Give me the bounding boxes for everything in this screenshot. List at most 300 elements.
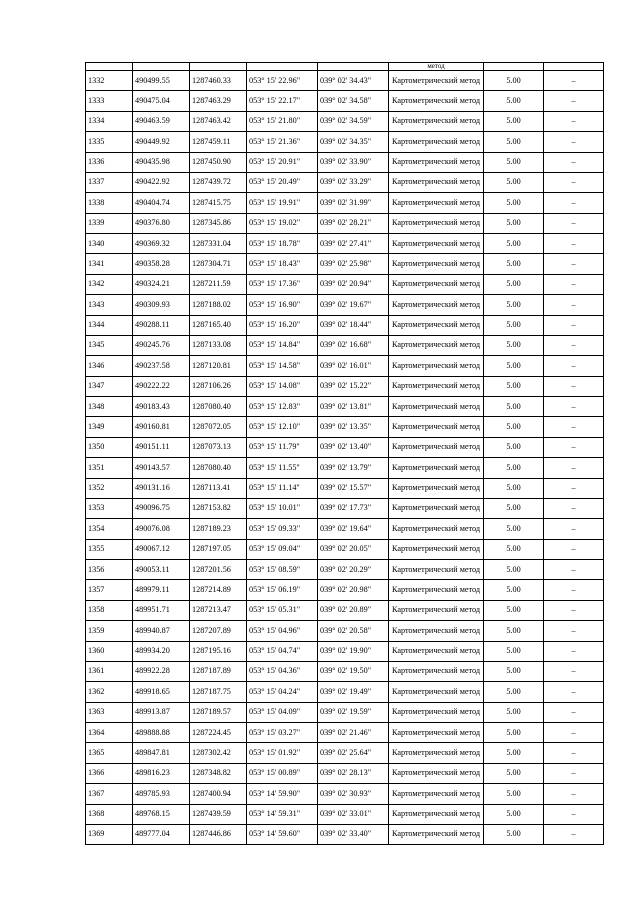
cell-note: – — [544, 111, 604, 131]
cell-point-number: 1356 — [86, 560, 133, 580]
cell-latitude: 053° 15' 11.79" — [247, 437, 318, 457]
cell-point-number: 1367 — [86, 784, 133, 804]
cell-y-coordinate: 1287207.89 — [190, 621, 247, 641]
cell-latitude: 053° 15' 04.36" — [247, 661, 318, 681]
cell-accuracy: 5.00 — [484, 702, 544, 722]
cell-accuracy: 5.00 — [484, 539, 544, 559]
cell-method: Картометрический метод — [389, 560, 484, 580]
cell-method: Картометрический метод — [389, 682, 484, 702]
cell-method: Картометрический метод — [389, 254, 484, 274]
table-row — [86, 213, 604, 233]
cell-y-coordinate: 1287439.72 — [190, 172, 247, 192]
cell-point-number: 1340 — [86, 234, 133, 254]
cell-note: – — [544, 295, 604, 315]
cell-latitude: 053° 15' 04.09" — [247, 702, 318, 722]
cell-method: Картометрический метод — [389, 458, 484, 478]
cell-longitude: 039° 02' 19.50" — [318, 661, 389, 681]
cell-accuracy: 5.00 — [484, 723, 544, 743]
cell-x-coordinate: 490245.76 — [133, 335, 190, 355]
table-row — [86, 661, 604, 681]
table-row — [86, 824, 604, 844]
cell-point-number: 1338 — [86, 193, 133, 213]
cell-method: Картометрический метод — [389, 274, 484, 294]
cell-y-coordinate: 1287224.45 — [190, 723, 247, 743]
cell-y-coordinate: 1287439.59 — [190, 804, 247, 824]
cell-point-number: 1361 — [86, 661, 133, 681]
table-row — [86, 172, 604, 192]
cell-x-coordinate: 489979.11 — [133, 580, 190, 600]
table-body — [86, 63, 604, 845]
cell-latitude: 053° 14' 59.31" — [247, 804, 318, 824]
cell-accuracy: 5.00 — [484, 111, 544, 131]
cell-note: – — [544, 702, 604, 722]
cell-x-coordinate: 490143.57 — [133, 458, 190, 478]
table-row — [86, 274, 604, 294]
cell-longitude: 039° 02' 19.59" — [318, 702, 389, 722]
cell-point-number: 1355 — [86, 539, 133, 559]
cell-y-coordinate: 1287460.33 — [190, 71, 247, 91]
cell-y-coordinate: 1287073.13 — [190, 437, 247, 457]
cell-point-number: 1369 — [86, 824, 133, 844]
table-row — [86, 539, 604, 559]
cell-note: – — [544, 172, 604, 192]
cell-x-coordinate: 490222.22 — [133, 376, 190, 396]
cell-latitude: 053° 15' 12.10" — [247, 417, 318, 437]
cell-x-coordinate: 490096.75 — [133, 498, 190, 518]
cell-accuracy: 5.00 — [484, 132, 544, 152]
cell-method: Картометрический метод — [389, 498, 484, 518]
cell-longitude: 039° 02' 13.40" — [318, 437, 389, 457]
cell-y-coordinate: 1287214.89 — [190, 580, 247, 600]
cell-y-coordinate: 1287165.40 — [190, 315, 247, 335]
cell-empty — [133, 63, 190, 71]
cell-point-number: 1365 — [86, 743, 133, 763]
cell-longitude: 039° 02' 33.29" — [318, 172, 389, 192]
cell-point-number: 1362 — [86, 682, 133, 702]
cell-method: метод — [389, 63, 484, 71]
cell-accuracy: 5.00 — [484, 295, 544, 315]
cell-y-coordinate: 1287302.42 — [190, 743, 247, 763]
cell-x-coordinate: 490475.04 — [133, 91, 190, 111]
cell-latitude: 053° 15' 09.04" — [247, 539, 318, 559]
cell-x-coordinate: 490183.43 — [133, 397, 190, 417]
cell-longitude: 039° 02' 27.41" — [318, 234, 389, 254]
cell-point-number: 1359 — [86, 621, 133, 641]
cell-accuracy: 5.00 — [484, 274, 544, 294]
cell-point-number: 1335 — [86, 132, 133, 152]
cell-accuracy: 5.00 — [484, 71, 544, 91]
cell-method: Картометрический метод — [389, 661, 484, 681]
cell-method: Картометрический метод — [389, 621, 484, 641]
cell-x-coordinate: 489816.23 — [133, 763, 190, 783]
cell-x-coordinate: 490131.16 — [133, 478, 190, 498]
cell-y-coordinate: 1287120.81 — [190, 356, 247, 376]
cell-longitude: 039° 02' 20.94" — [318, 274, 389, 294]
cell-longitude: 039° 02' 19.49" — [318, 682, 389, 702]
cell-note: – — [544, 804, 604, 824]
cell-latitude: 053° 15' 11.14" — [247, 478, 318, 498]
cell-method: Картометрический метод — [389, 397, 484, 417]
cell-accuracy: 5.00 — [484, 641, 544, 661]
cell-latitude: 053° 15' 00.89" — [247, 763, 318, 783]
table-row — [86, 580, 604, 600]
cell-longitude: 039° 02' 13.81" — [318, 397, 389, 417]
cell-x-coordinate: 489918.65 — [133, 682, 190, 702]
cell-latitude: 053° 15' 18.43" — [247, 254, 318, 274]
cell-y-coordinate: 1287187.89 — [190, 661, 247, 681]
table-row — [86, 152, 604, 172]
cell-longitude: 039° 02' 13.35" — [318, 417, 389, 437]
cell-point-number: 1345 — [86, 335, 133, 355]
cell-longitude: 039° 02' 20.98" — [318, 580, 389, 600]
cell-point-number: 1353 — [86, 498, 133, 518]
cell-latitude: 053° 14' 59.90" — [247, 784, 318, 804]
cell-note: – — [544, 437, 604, 457]
cell-accuracy: 5.00 — [484, 498, 544, 518]
cell-y-coordinate: 1287133.08 — [190, 335, 247, 355]
cell-note: – — [544, 254, 604, 274]
cell-accuracy: 5.00 — [484, 234, 544, 254]
cell-point-number: 1344 — [86, 315, 133, 335]
cell-point-number: 1363 — [86, 702, 133, 722]
cell-x-coordinate: 489940.87 — [133, 621, 190, 641]
cell-accuracy: 5.00 — [484, 743, 544, 763]
cell-point-number: 1334 — [86, 111, 133, 131]
cell-longitude: 039° 02' 18.44" — [318, 315, 389, 335]
cell-point-number: 1368 — [86, 804, 133, 824]
table-row — [86, 682, 604, 702]
table-row — [86, 295, 604, 315]
cell-latitude: 053° 15' 19.91" — [247, 193, 318, 213]
table-row — [86, 397, 604, 417]
cell-method: Картометрический метод — [389, 743, 484, 763]
cell-longitude: 039° 02' 28.21" — [318, 213, 389, 233]
table-row — [86, 91, 604, 111]
cell-point-number: 1342 — [86, 274, 133, 294]
cell-y-coordinate: 1287463.29 — [190, 91, 247, 111]
cell-y-coordinate: 1287345.86 — [190, 213, 247, 233]
cell-x-coordinate: 490369.32 — [133, 234, 190, 254]
cell-note: – — [544, 498, 604, 518]
cell-x-coordinate: 489888.88 — [133, 723, 190, 743]
cell-y-coordinate: 1287080.40 — [190, 458, 247, 478]
cell-method: Картометрический метод — [389, 539, 484, 559]
cell-x-coordinate: 490499.55 — [133, 71, 190, 91]
cell-latitude: 053° 15' 04.24" — [247, 682, 318, 702]
cell-longitude: 039° 02' 16.68" — [318, 335, 389, 355]
cell-longitude: 039° 02' 15.57" — [318, 478, 389, 498]
cell-accuracy: 5.00 — [484, 478, 544, 498]
cell-note: – — [544, 274, 604, 294]
cell-longitude: 039° 02' 33.90" — [318, 152, 389, 172]
cell-note: – — [544, 478, 604, 498]
cell-accuracy: 5.00 — [484, 213, 544, 233]
cell-note: – — [544, 763, 604, 783]
cell-longitude: 039° 02' 19.67" — [318, 295, 389, 315]
cell-y-coordinate: 1287213.47 — [190, 600, 247, 620]
table-row — [86, 560, 604, 580]
table-row — [86, 71, 604, 91]
cell-note: – — [544, 743, 604, 763]
cell-longitude: 039° 02' 19.90" — [318, 641, 389, 661]
cell-point-number: 1357 — [86, 580, 133, 600]
cell-note: – — [544, 641, 604, 661]
cell-y-coordinate: 1287189.23 — [190, 519, 247, 539]
cell-method: Картометрический метод — [389, 723, 484, 743]
cell-x-coordinate: 489768.15 — [133, 804, 190, 824]
table-row — [86, 498, 604, 518]
cell-y-coordinate: 1287113.41 — [190, 478, 247, 498]
cell-method: Картометрический метод — [389, 600, 484, 620]
cell-method: Картометрический метод — [389, 804, 484, 824]
cell-y-coordinate: 1287415.75 — [190, 193, 247, 213]
cell-latitude: 053° 15' 08.59" — [247, 560, 318, 580]
cell-longitude: 039° 02' 16.01" — [318, 356, 389, 376]
cell-longitude: 039° 02' 34.59" — [318, 111, 389, 131]
cell-y-coordinate: 1287463.42 — [190, 111, 247, 131]
cell-method: Картометрический метод — [389, 91, 484, 111]
table-row — [86, 111, 604, 131]
cell-y-coordinate: 1287197.05 — [190, 539, 247, 559]
cell-longitude: 039° 02' 20.89" — [318, 600, 389, 620]
cell-latitude: 053° 14' 59.60" — [247, 824, 318, 844]
cell-note: – — [544, 784, 604, 804]
cell-note: – — [544, 580, 604, 600]
cell-note: – — [544, 152, 604, 172]
table-row — [86, 804, 604, 824]
cell-accuracy: 5.00 — [484, 417, 544, 437]
cell-latitude: 053° 15' 22.17" — [247, 91, 318, 111]
cell-y-coordinate: 1287072.05 — [190, 417, 247, 437]
cell-latitude: 053° 15' 04.96" — [247, 621, 318, 641]
cell-note: – — [544, 397, 604, 417]
cell-x-coordinate: 490376.80 — [133, 213, 190, 233]
cell-latitude: 053° 15' 10.01" — [247, 498, 318, 518]
cell-point-number: 1358 — [86, 600, 133, 620]
cell-latitude: 053° 15' 20.91" — [247, 152, 318, 172]
cell-method: Картометрический метод — [389, 376, 484, 396]
cell-x-coordinate: 490288.11 — [133, 315, 190, 335]
cell-method: Картометрический метод — [389, 784, 484, 804]
cell-point-number: 1337 — [86, 172, 133, 192]
cell-method: Картометрический метод — [389, 478, 484, 498]
cell-accuracy: 5.00 — [484, 356, 544, 376]
cell-method: Картометрический метод — [389, 335, 484, 355]
table-row — [86, 763, 604, 783]
cell-latitude: 053° 15' 22.96" — [247, 71, 318, 91]
cell-point-number: 1332 — [86, 71, 133, 91]
cell-note: – — [544, 315, 604, 335]
cell-point-number: 1351 — [86, 458, 133, 478]
cell-method: Картометрический метод — [389, 437, 484, 457]
cell-note: – — [544, 600, 604, 620]
cell-latitude: 053° 15' 09.33" — [247, 519, 318, 539]
cell-latitude: 053° 15' 19.02" — [247, 213, 318, 233]
cell-accuracy: 5.00 — [484, 682, 544, 702]
cell-point-number: 1348 — [86, 397, 133, 417]
cell-note: – — [544, 560, 604, 580]
cell-y-coordinate: 1287446.86 — [190, 824, 247, 844]
cell-note: – — [544, 213, 604, 233]
cell-method: Картометрический метод — [389, 356, 484, 376]
cell-x-coordinate: 490404.74 — [133, 193, 190, 213]
cell-note: – — [544, 234, 604, 254]
cell-longitude: 039° 02' 19.64" — [318, 519, 389, 539]
cell-empty — [86, 63, 133, 71]
cell-note: – — [544, 417, 604, 437]
cell-longitude: 039° 02' 15.22" — [318, 376, 389, 396]
table-row — [86, 315, 604, 335]
cell-x-coordinate: 490076.08 — [133, 519, 190, 539]
cell-point-number: 1364 — [86, 723, 133, 743]
cell-y-coordinate: 1287187.75 — [190, 682, 247, 702]
cell-method: Картометрический метод — [389, 152, 484, 172]
cell-note: – — [544, 458, 604, 478]
cell-longitude: 039° 02' 31.99" — [318, 193, 389, 213]
cell-method: Картометрический метод — [389, 213, 484, 233]
cell-y-coordinate: 1287106.26 — [190, 376, 247, 396]
table-row — [86, 254, 604, 274]
cell-longitude: 039° 02' 21.46" — [318, 723, 389, 743]
cell-x-coordinate: 490422.92 — [133, 172, 190, 192]
table-row — [86, 519, 604, 539]
cell-point-number: 1339 — [86, 213, 133, 233]
cell-note: – — [544, 193, 604, 213]
cell-y-coordinate: 1287459.11 — [190, 132, 247, 152]
cell-x-coordinate: 489934.20 — [133, 641, 190, 661]
cell-x-coordinate: 490237.58 — [133, 356, 190, 376]
cell-method: Картометрический метод — [389, 71, 484, 91]
cell-latitude: 053° 15' 18.78" — [247, 234, 318, 254]
cell-x-coordinate: 490053.11 — [133, 560, 190, 580]
cell-latitude: 053° 15' 16.20" — [247, 315, 318, 335]
cell-y-coordinate: 1287348.82 — [190, 763, 247, 783]
cell-accuracy: 5.00 — [484, 458, 544, 478]
cell-method: Картометрический метод — [389, 824, 484, 844]
cell-longitude: 039° 02' 30.93" — [318, 784, 389, 804]
cell-y-coordinate: 1287400.94 — [190, 784, 247, 804]
table-row — [86, 723, 604, 743]
table-row — [86, 335, 604, 355]
cell-accuracy: 5.00 — [484, 437, 544, 457]
cell-y-coordinate: 1287211.59 — [190, 274, 247, 294]
cell-y-coordinate: 1287304.71 — [190, 254, 247, 274]
cell-accuracy: 5.00 — [484, 661, 544, 681]
cell-method: Картометрический метод — [389, 641, 484, 661]
cell-latitude: 053° 15' 14.08" — [247, 376, 318, 396]
cell-x-coordinate: 489777.04 — [133, 824, 190, 844]
cell-longitude: 039° 02' 33.40" — [318, 824, 389, 844]
cell-longitude: 039° 02' 34.58" — [318, 91, 389, 111]
table-row — [86, 702, 604, 722]
cell-empty — [484, 63, 544, 71]
cell-longitude: 039° 02' 20.29" — [318, 560, 389, 580]
table-row — [86, 234, 604, 254]
cell-longitude: 039° 02' 33.01" — [318, 804, 389, 824]
cell-latitude: 053° 15' 11.55" — [247, 458, 318, 478]
cell-longitude: 039° 02' 34.43" — [318, 71, 389, 91]
cell-y-coordinate: 1287189.57 — [190, 702, 247, 722]
cell-note: – — [544, 335, 604, 355]
cell-accuracy: 5.00 — [484, 784, 544, 804]
cell-point-number: 1349 — [86, 417, 133, 437]
cell-latitude: 053° 15' 14.84" — [247, 335, 318, 355]
cell-note: – — [544, 682, 604, 702]
cell-method: Картометрический метод — [389, 702, 484, 722]
cell-note: – — [544, 539, 604, 559]
cell-empty — [247, 63, 318, 71]
cell-accuracy: 5.00 — [484, 193, 544, 213]
cell-note: – — [544, 71, 604, 91]
cell-note: – — [544, 376, 604, 396]
cell-latitude: 053° 15' 06.19" — [247, 580, 318, 600]
cell-empty — [190, 63, 247, 71]
cell-x-coordinate: 490067.12 — [133, 539, 190, 559]
cell-longitude: 039° 02' 25.64" — [318, 743, 389, 763]
cell-point-number: 1347 — [86, 376, 133, 396]
coordinates-table — [85, 62, 604, 845]
cell-method: Картометрический метод — [389, 234, 484, 254]
cell-method: Картометрический метод — [389, 763, 484, 783]
cell-latitude: 053° 15' 16.90" — [247, 295, 318, 315]
cell-point-number: 1341 — [86, 254, 133, 274]
cell-latitude: 053° 15' 14.58" — [247, 356, 318, 376]
cell-accuracy: 5.00 — [484, 580, 544, 600]
cell-point-number: 1333 — [86, 91, 133, 111]
cell-y-coordinate: 1287080.40 — [190, 397, 247, 417]
cell-accuracy: 5.00 — [484, 621, 544, 641]
cell-x-coordinate: 489951.71 — [133, 600, 190, 620]
cell-note: – — [544, 621, 604, 641]
table-row — [86, 132, 604, 152]
cell-point-number: 1352 — [86, 478, 133, 498]
cell-method: Картометрический метод — [389, 417, 484, 437]
cell-accuracy: 5.00 — [484, 91, 544, 111]
cell-method: Картометрический метод — [389, 315, 484, 335]
cell-y-coordinate: 1287195.16 — [190, 641, 247, 661]
cell-y-coordinate: 1287331.04 — [190, 234, 247, 254]
cell-y-coordinate: 1287188.02 — [190, 295, 247, 315]
table-row — [86, 417, 604, 437]
cell-empty — [544, 63, 604, 71]
cell-latitude: 053° 15' 01.92" — [247, 743, 318, 763]
cell-point-number: 1346 — [86, 356, 133, 376]
cell-point-number: 1354 — [86, 519, 133, 539]
cell-y-coordinate: 1287201.56 — [190, 560, 247, 580]
cell-x-coordinate: 489913.87 — [133, 702, 190, 722]
table-row — [86, 743, 604, 763]
cell-latitude: 053° 15' 12.83" — [247, 397, 318, 417]
cell-latitude: 053° 15' 05.31" — [247, 600, 318, 620]
cell-note: – — [544, 356, 604, 376]
cell-x-coordinate: 490463.59 — [133, 111, 190, 131]
cell-method: Картометрический метод — [389, 519, 484, 539]
cell-latitude: 053° 15' 03.27" — [247, 723, 318, 743]
cell-point-number: 1343 — [86, 295, 133, 315]
cell-empty — [318, 63, 389, 71]
cell-longitude: 039° 02' 34.35" — [318, 132, 389, 152]
cell-x-coordinate: 490449.92 — [133, 132, 190, 152]
table-row — [86, 784, 604, 804]
cell-accuracy: 5.00 — [484, 763, 544, 783]
cell-accuracy: 5.00 — [484, 397, 544, 417]
table-row — [86, 356, 604, 376]
cell-accuracy: 5.00 — [484, 152, 544, 172]
cell-note: – — [544, 132, 604, 152]
cell-x-coordinate: 489847.81 — [133, 743, 190, 763]
table-row-continued — [86, 63, 604, 71]
cell-note: – — [544, 661, 604, 681]
